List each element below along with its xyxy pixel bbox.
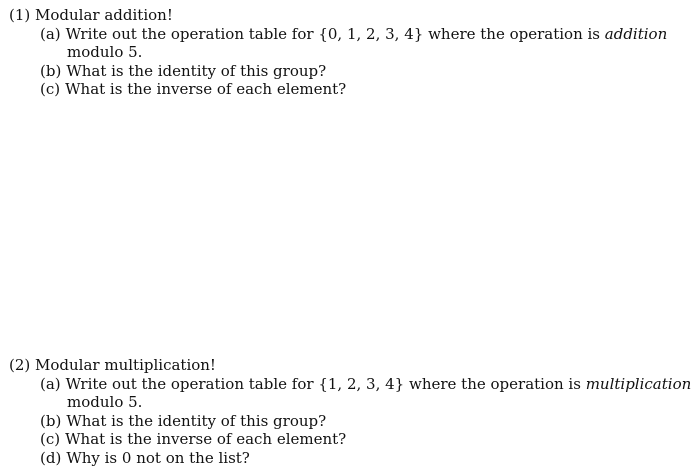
part-text: What is the inverse of each element? bbox=[65, 430, 347, 448]
problem-2-part-d bbox=[9, 449, 613, 468]
operation-emphasis: addition bbox=[604, 24, 668, 43]
part-text: What is the identity of this group? bbox=[66, 411, 327, 430]
problem-1-heading bbox=[9, 6, 613, 25]
problem-1-number: (1) bbox=[9, 6, 31, 24]
part-text: What is the identity of this group? bbox=[66, 61, 327, 80]
part-text: What is the inverse of each element? bbox=[65, 80, 347, 98]
part-label: (b) bbox=[40, 61, 62, 80]
problem-2-part-c bbox=[9, 430, 613, 449]
problem-1-title: Modular addition! bbox=[35, 6, 173, 24]
part-label: (d) bbox=[40, 448, 62, 467]
part-label: (c) bbox=[40, 430, 61, 448]
problem-1-part-b bbox=[9, 62, 613, 81]
part-label: (a) bbox=[40, 374, 61, 393]
problem-2-part-a-continuation: modulo 5. bbox=[67, 393, 143, 411]
problem-2-number: (2) bbox=[9, 356, 31, 374]
part-text: where the operation is bbox=[428, 24, 600, 43]
problem-1-part-c bbox=[9, 80, 613, 99]
set-notation: {1, 2, 3, 4} bbox=[318, 374, 405, 393]
problem-2-part-b bbox=[9, 412, 613, 431]
part-label: (b) bbox=[40, 411, 62, 430]
part-label: (c) bbox=[40, 80, 61, 98]
problem-1-part-a-continuation: modulo 5. bbox=[67, 43, 143, 61]
problem-1 bbox=[9, 6, 668, 99]
part-text: Write out the operation table for bbox=[65, 24, 314, 43]
problem-2-part-a bbox=[9, 374, 691, 394]
operation-emphasis: multiplication bbox=[585, 374, 691, 393]
problem-2 bbox=[9, 356, 691, 467]
problem-2-title: Modular multiplication! bbox=[35, 356, 216, 374]
set-notation: {0, 1, 2, 3, 4} bbox=[318, 24, 424, 43]
part-text: Why is 0 not on the list? bbox=[66, 448, 250, 467]
part-text: where the operation is bbox=[408, 374, 581, 393]
problem-2-heading bbox=[9, 356, 613, 375]
part-text: Write out the operation table for bbox=[65, 374, 314, 393]
part-label: (a) bbox=[40, 24, 61, 43]
problem-1-part-a bbox=[9, 24, 668, 44]
